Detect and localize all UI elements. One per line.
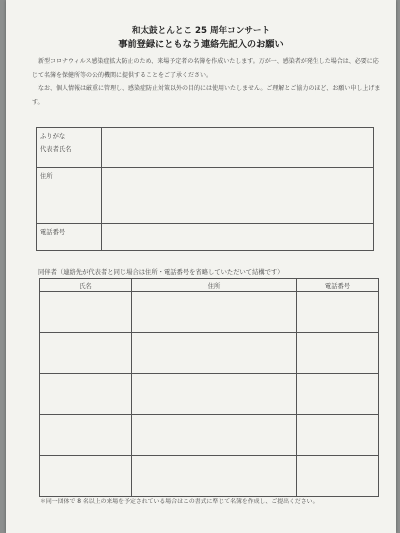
form-title: 事前登録にともなう連絡先記入のお願い [118,39,284,50]
name-label-cell [37,128,102,168]
companion-phone-field[interactable] [297,456,379,497]
address-label-cell [37,168,102,224]
companion-phone-field[interactable] [297,374,379,415]
representative-table [36,127,374,251]
table-row [40,374,379,415]
companion-phone-field[interactable] [297,415,379,456]
companion-name-field[interactable] [40,292,132,333]
event-title: 和太鼓とんとこ 25 周年コンサート [131,26,271,36]
form-sheet [6,0,396,533]
intro-text [32,55,382,109]
address-label: 住所 [40,173,53,180]
companion-address-field[interactable] [132,374,297,415]
companion-address-field[interactable] [132,292,297,333]
representative-address-field[interactable] [102,168,374,224]
companions-label: 同伴者（連絡先が代表者と同じ場合は住所・電話番号を省略していただいて結構です） [38,269,284,276]
companion-address-field[interactable] [132,456,297,497]
companion-address-field[interactable] [132,415,297,456]
table-row [40,292,379,333]
companion-phone-field[interactable] [297,333,379,374]
table-row [40,333,379,374]
companion-address-header: 住所 [132,279,297,292]
intro-paragraph-2: なお、個人情報は厳重に管理し、感染症防止対策以外の目的には使用いたしません。ご理解とご協力のほど、お願い申し上げます。 [32,85,381,106]
representative-name-field[interactable] [102,128,374,168]
companion-name-field[interactable] [40,415,132,456]
companion-phone-header: 電話番号 [297,279,379,292]
companion-phone-field[interactable] [297,292,379,333]
representative-phone-field[interactable] [102,224,374,251]
companion-name-field[interactable] [40,374,132,415]
table-row [40,456,379,497]
companion-address-field[interactable] [132,333,297,374]
phone-label-cell [37,224,102,251]
companion-name-field[interactable] [40,456,132,497]
furigana-label: ふりがな [40,133,66,140]
footnote: ＊同一団体で 8 名以上の来場を予定されている場合はこの書式に準じて名簿を作成し、ご提出ください。 [40,499,319,505]
phone-label: 電話番号 [40,229,66,236]
companion-name-field[interactable] [40,333,132,374]
intro-paragraph-1: 新型コロナウィルス感染症拡大防止のため、来場予定者の名簿を作成いたします。万が一、感染者が発生した場合は、必要に応じて名簿を保健所等の公的機関に提供することをご了承ください。 [32,58,379,79]
companions-header-row [40,279,379,292]
companions-table [39,278,379,497]
table-row [40,415,379,456]
companion-name-header: 氏名 [40,279,132,292]
representative-name-label: 代表者氏名 [40,146,72,153]
